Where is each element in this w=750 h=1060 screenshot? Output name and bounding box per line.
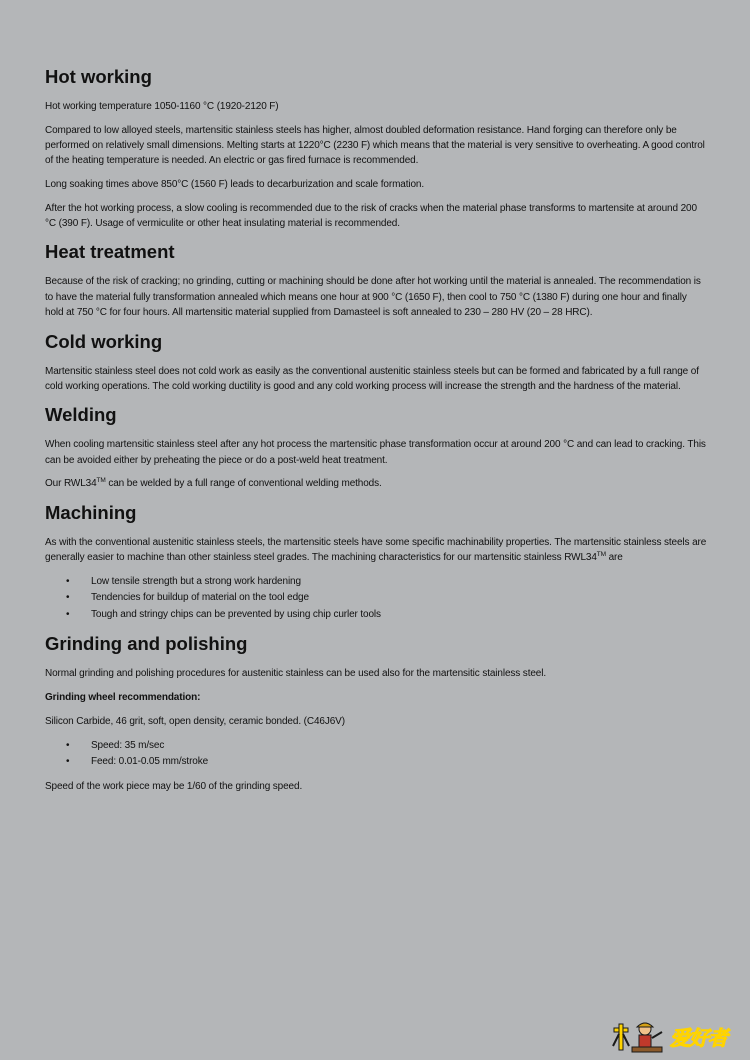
heading-cold-working: Cold working [45, 330, 163, 352]
heading-grinding-polishing: Grinding and polishing [45, 633, 248, 655]
text-run: Our RWL34 [45, 478, 97, 490]
heading-hot-working: Hot working [45, 66, 152, 87]
heading-heat-treatment: Heat treatment [45, 241, 175, 263]
list-item [45, 590, 707, 607]
section-heat-treatment [45, 239, 707, 320]
paragraph: Hot working temperature 1050-1160 °C (1920-2120 F) [45, 101, 279, 112]
paragraph: Because of the risk of cracking; no grinding, cutting or machining should be done after hot working until the material is annealed. The recommendation is to have the material fully transformation annealed which means one hour at 900 °C (1650 F), then cool to 750 °C (1380 F) during one hour and finally hold at 750 °C for four hours. All martensitic material supplied from Damasteel is soft annealed to 230 – 280 HV (20 – 28 HRC). [45, 276, 701, 318]
paragraph [45, 476, 707, 491]
paragraph: Long soaking times above 850°C (1560 F) leads to decarburization and scale formation. [45, 178, 425, 190]
list-item-text: Low tensile strength but a strong work hardening [91, 575, 301, 587]
paragraph: Martensitic stainless steel does not cold work as easily as the conventional austenitic stainless steels but can be formed and fabricated by a full range of cold working operations. The cold working ductility is good and any cold working process will increase the strength and the hardness of the material. [45, 365, 699, 392]
list-item-text: Tendencies for buildup of material on the tool edge [91, 592, 309, 604]
list-item [45, 574, 707, 591]
text-run: are [605, 552, 623, 564]
heading-machining: Machining [45, 502, 137, 524]
paragraph: Silicon Carbide, 46 grit, soft, open density, ceramic bonded. (C46J6V) [45, 715, 345, 727]
trademark-sup: TM [96, 477, 106, 485]
list-item [45, 738, 707, 755]
woodworker-icon [612, 1020, 672, 1054]
list-item-text: Speed: 35 m/sec [91, 739, 165, 751]
paragraph: When cooling martensitic stainless steel after any hot process the martensitic phase transformation occur at around 200 °C and can lead to cracking. This can be avoided either by preheating the piece or do a post-weld heat treatment. [45, 439, 706, 466]
document-page [45, 64, 707, 802]
section-machining [45, 500, 707, 623]
section-grinding-polishing [45, 631, 707, 793]
watermark-text: 爱好者 [670, 1026, 727, 1050]
section-cold-working [45, 329, 707, 394]
section-welding [45, 402, 707, 491]
bullet-icon: • [66, 575, 70, 587]
subheading-grinding-wheel: Grinding wheel recommendation: [45, 692, 201, 704]
trademark-sup: TM [596, 551, 606, 559]
list-item-text: Tough and stringy chips can be prevented by using chip curler tools [91, 608, 381, 620]
paragraph: Speed of the work piece may be 1/60 of the grinding speed. [45, 780, 303, 792]
paragraph: Compared to low alloyed steels, martensitic stainless steels has higher, almost doubled deformation resistance. Hand forging can therefore only be performed on relatively small dimensions. Melting starts at 1220°C (2230 F) which means that the material is very sensitive to overheating. A good control of the heating temperature is needed. An electric or gas fired furnace is recommended. [45, 124, 705, 167]
watermark-logo [612, 1020, 742, 1054]
bullet-icon: • [66, 592, 70, 604]
paragraph: Normal grinding and polishing procedures for austenitic stainless can be used also for the martensitic stainless steel. [45, 668, 546, 680]
bullet-icon: • [66, 756, 70, 768]
list-item [45, 607, 707, 624]
bullet-list [45, 574, 707, 624]
paragraph [45, 535, 707, 565]
text-run: can be welded by a full range of conventional welding methods. [105, 478, 382, 490]
text-run: As with the conventional austenitic stainless steels, the martensitic steels have some specific machinability properties. The martensitic stainless steels are generally easier to machine than other stainless steel grades. The machining characteristics for our martensitic stainless RWL34 [45, 537, 707, 564]
paragraph: After the hot working process, a slow cooling is recommended due to the risk of cracks when the material phase transforms to martensite at around 200 °C (390 F). Usage of vermiculite or other heat insulating material is recommended. [45, 202, 697, 229]
heading-welding: Welding [45, 404, 117, 426]
list-item [45, 754, 707, 771]
bullet-list [45, 738, 707, 771]
list-item-text: Feed: 0.01-0.05 mm/stroke [91, 756, 209, 768]
bullet-icon: • [66, 608, 70, 620]
section-hot-working [45, 64, 707, 231]
bullet-icon: • [66, 739, 70, 751]
